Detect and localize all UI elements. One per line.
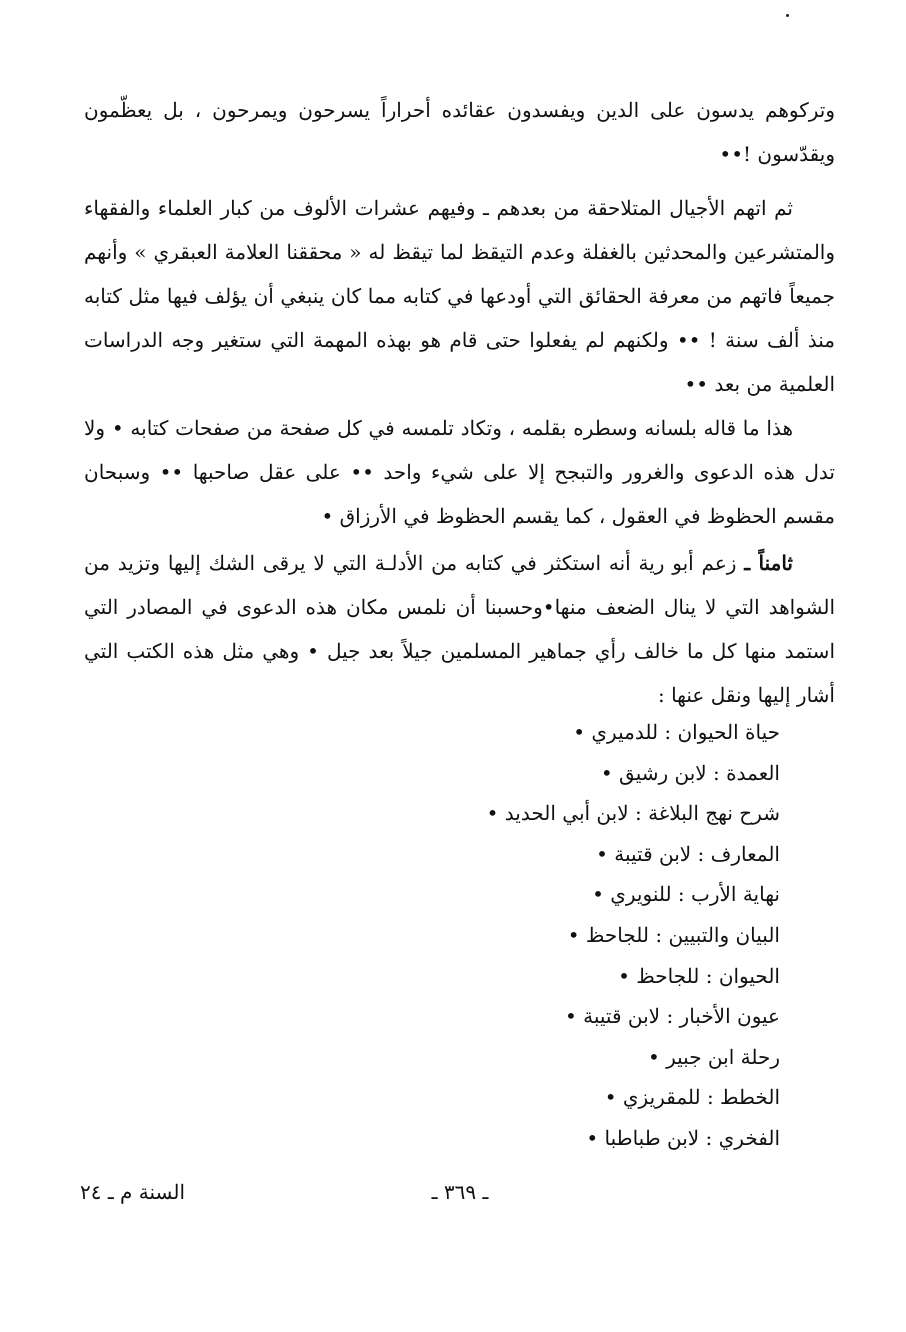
paragraph-3: هذا ما قاله بلسانه وسطره بقلمه ، وتكاد تلمسه في كل صفحة من صفحات كتابه • ولا تدل هذه الدعوى والغرور والتبجح إلا على شيء واحد •• على عقل صاحبها •• وسبحان مقسم الحظوظ في العقول ، كما يقسم الحظوظ في الأرزاق •	[84, 416, 835, 528]
book-list-item: حياة الحيوان : للدميري •	[573, 720, 780, 744]
book-list-item: شرح نهج البلاغة : لابن أبي الحديد •	[486, 801, 780, 826]
paragraph-3-block	[84, 406, 835, 538]
book-list	[487, 712, 780, 1159]
section-lead: ثامناً ـ	[744, 551, 793, 575]
printer-signature: السنة م ـ ٢٤	[80, 1180, 186, 1204]
book-list-item: رحلة ابن جبير •	[647, 1044, 780, 1069]
printer-dot	[786, 14, 789, 17]
book-list-item: عيون الأخبار : لابن قتيبة •	[564, 1004, 780, 1029]
book-list-item: الفخري : لابن طباطبا •	[586, 1125, 780, 1150]
paragraph-2: ثم اتهم الأجيال المتلاحقة من بعدهم ـ وفيهم عشرات الألوف من كبار العلماء والفقهاء والمتشرعين والمحدثين بالغفلة وعدم التيقظ لما تيقظ له « محققنا العلامة العبقري » وأنهم جميعاً فاتهم من معرفة الحقائق التي أودعها في كتابه مما كان ينبغي أن يؤلف فيها مثل كتابه منذ ألف سنة ! •• ولكنهم لم يفعلوا حتى قام هو بهذه المهمة التي ستغير وجه الدراسات العلمية من بعد ••	[84, 196, 835, 396]
paragraph-4-text: زعم أبو رية أنه استكثر في كتابه من الأدلـة التي لا يرقى الشك إليها وتزيد من الشواهد التي لا ينال الضعف منها•وحسبنا أن نلمس مكان هذه الدعوى في المصادر التي استمد منها كل ما خالف رأي جماهير المسلمين جيلاً بعد جيل • وهي مثل هذه الكتب التي أشار إليها ونقل عنها :	[84, 551, 835, 707]
paragraph-4	[84, 541, 835, 717]
book-list-item: نهاية الأرب : للنويري •	[592, 882, 780, 907]
book-list-item: البيان والتبيين : للجاحظ •	[567, 922, 780, 947]
paragraph-1: وتركوهم يدسون على الدين ويفسدون عقائده أحراراً يسرحون ويمرحون ، بل يعظّمون ويقدّسون !••	[84, 98, 835, 166]
page-footer	[0, 1180, 906, 1216]
paragraph-4-block	[84, 541, 835, 717]
book-list-item: الحيوان : للجاحظ •	[618, 963, 780, 988]
paragraph-2-block	[84, 186, 835, 406]
book-list-item: الخطط : للمقريزي •	[604, 1085, 780, 1110]
page-number: ـ ٣٦٩ ـ	[431, 1180, 489, 1204]
body-text	[84, 88, 835, 176]
book-list-item: العمدة : لابن رشيق •	[600, 760, 780, 785]
book-list-item: المعارف : لابن قتيبة •	[596, 841, 780, 866]
